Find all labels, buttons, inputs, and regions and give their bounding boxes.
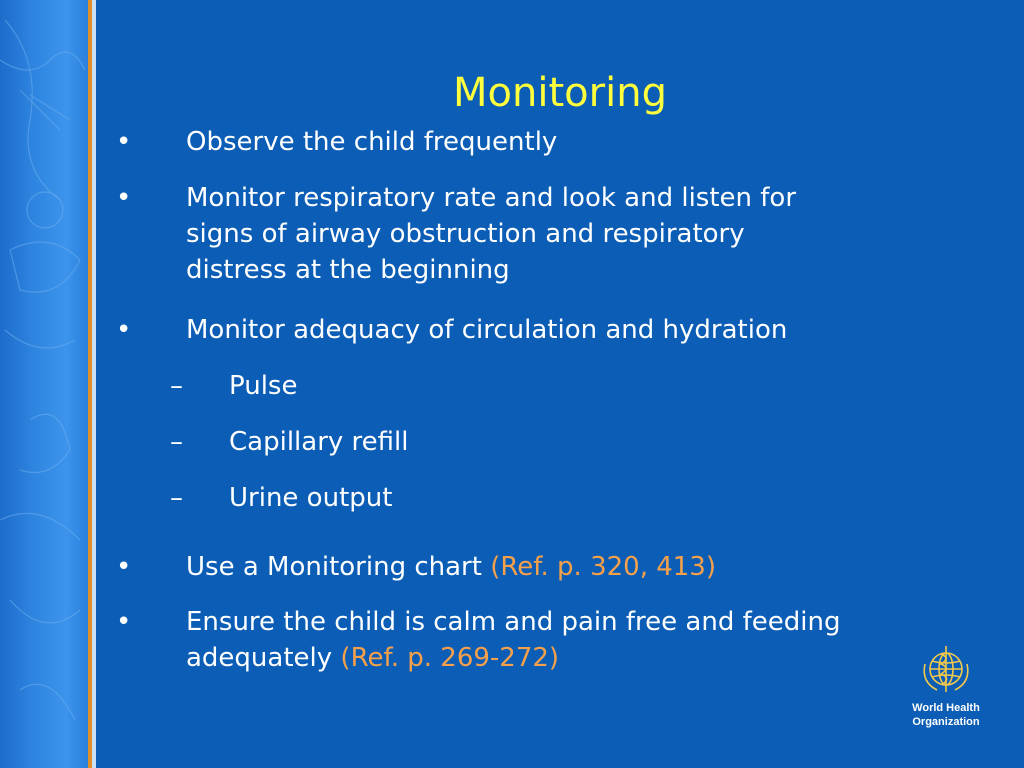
bullet-main-text: Ensure the child is calm and pain free and feeding adequately xyxy=(186,607,841,673)
bullet-icon: • xyxy=(116,183,132,213)
bullet-icon: • xyxy=(116,315,132,345)
dash-icon: – xyxy=(170,371,183,401)
slide-title: Monitoring xyxy=(453,69,667,116)
dash-icon: – xyxy=(170,427,183,457)
bullet-icon: • xyxy=(116,607,132,637)
reference-text: (Ref. p. 269-272) xyxy=(340,643,560,673)
who-emblem-icon xyxy=(917,642,975,696)
who-logo xyxy=(906,642,986,728)
bullet-text xyxy=(186,604,886,676)
bullet-main-text: Use a Monitoring chart xyxy=(186,552,482,582)
sketch-decoration xyxy=(0,0,88,768)
bullet-text xyxy=(186,549,886,585)
bullet-text: Monitor respiratory rate and look and listen for signs of airway obstruction and respiratory distress at the beginning xyxy=(186,183,797,285)
logo-text-line1: World Health xyxy=(912,702,980,714)
dash-icon: – xyxy=(170,483,183,513)
bullet-text: Monitor adequacy of circulation and hydration xyxy=(186,315,788,345)
sub-item-text: Capillary refill xyxy=(229,427,409,457)
logo-text-line2: Organization xyxy=(912,716,980,728)
bullet-icon: • xyxy=(116,127,132,157)
bullet-icon: • xyxy=(116,552,132,582)
reference-text: (Ref. p. 320, 413) xyxy=(490,552,716,582)
sub-item-text: Pulse xyxy=(229,371,298,401)
decorative-side-band xyxy=(0,0,88,768)
bullet-text: Observe the child frequently xyxy=(186,127,558,157)
sub-item-text: Urine output xyxy=(229,483,393,513)
